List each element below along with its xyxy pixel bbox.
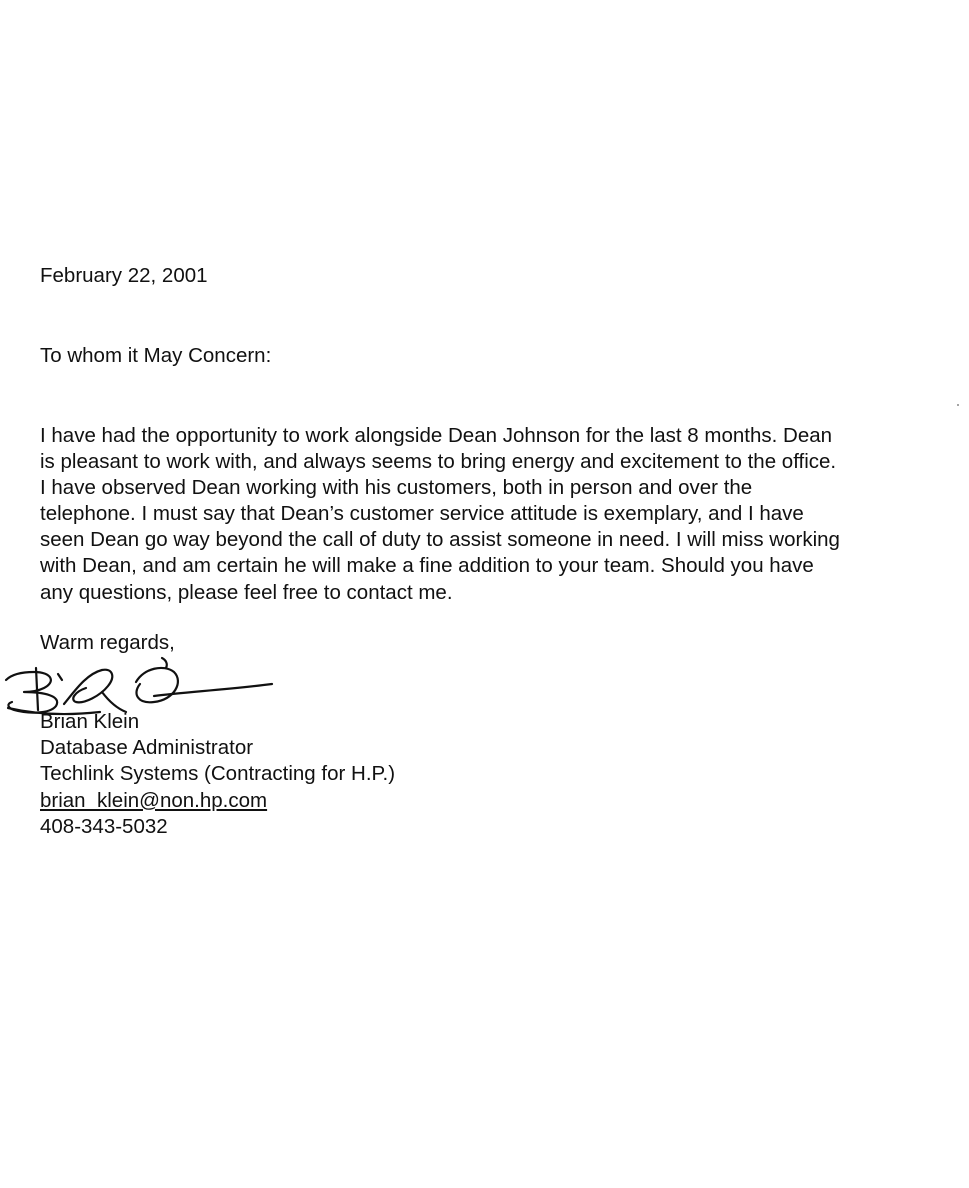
signer-title: Database Administrator (40, 736, 254, 760)
scan-speck (957, 404, 959, 406)
body-line: I have observed Dean working with his customers, both in person and over the (40, 476, 753, 500)
body-line: is pleasant to work with, and always seems to bring energy and excitement to the office. (40, 450, 837, 474)
body-line: with Dean, and am certain he will make a fine addition to your team. Should you have (40, 554, 814, 578)
letter-date: February 22, 2001 (40, 264, 208, 287)
signer-company: Techlink Systems (Contracting for H.P.) (40, 762, 396, 786)
signer-email-link[interactable]: brian_klein@non.hp.com (40, 788, 268, 812)
body-line: any questions, please feel free to contact me. (40, 580, 453, 604)
body-line: telephone. I must say that Dean’s customer service attitude is exemplary, and I have (40, 502, 804, 526)
signature-block (40, 709, 395, 840)
body-line: seen Dean go way beyond the call of duty to assist someone in need. I will miss working (40, 528, 840, 552)
body-line: I have had the opportunity to work alongside Dean Johnson for the last 8 months. Dean (40, 424, 833, 447)
letter-salutation: To whom it May Concern: (40, 344, 272, 367)
letter-closing: Warm regards, (40, 631, 175, 654)
letter-body (40, 423, 940, 606)
signer-phone: 408-343-5032 (40, 814, 168, 838)
signer-name: Brian Klein (40, 710, 140, 733)
